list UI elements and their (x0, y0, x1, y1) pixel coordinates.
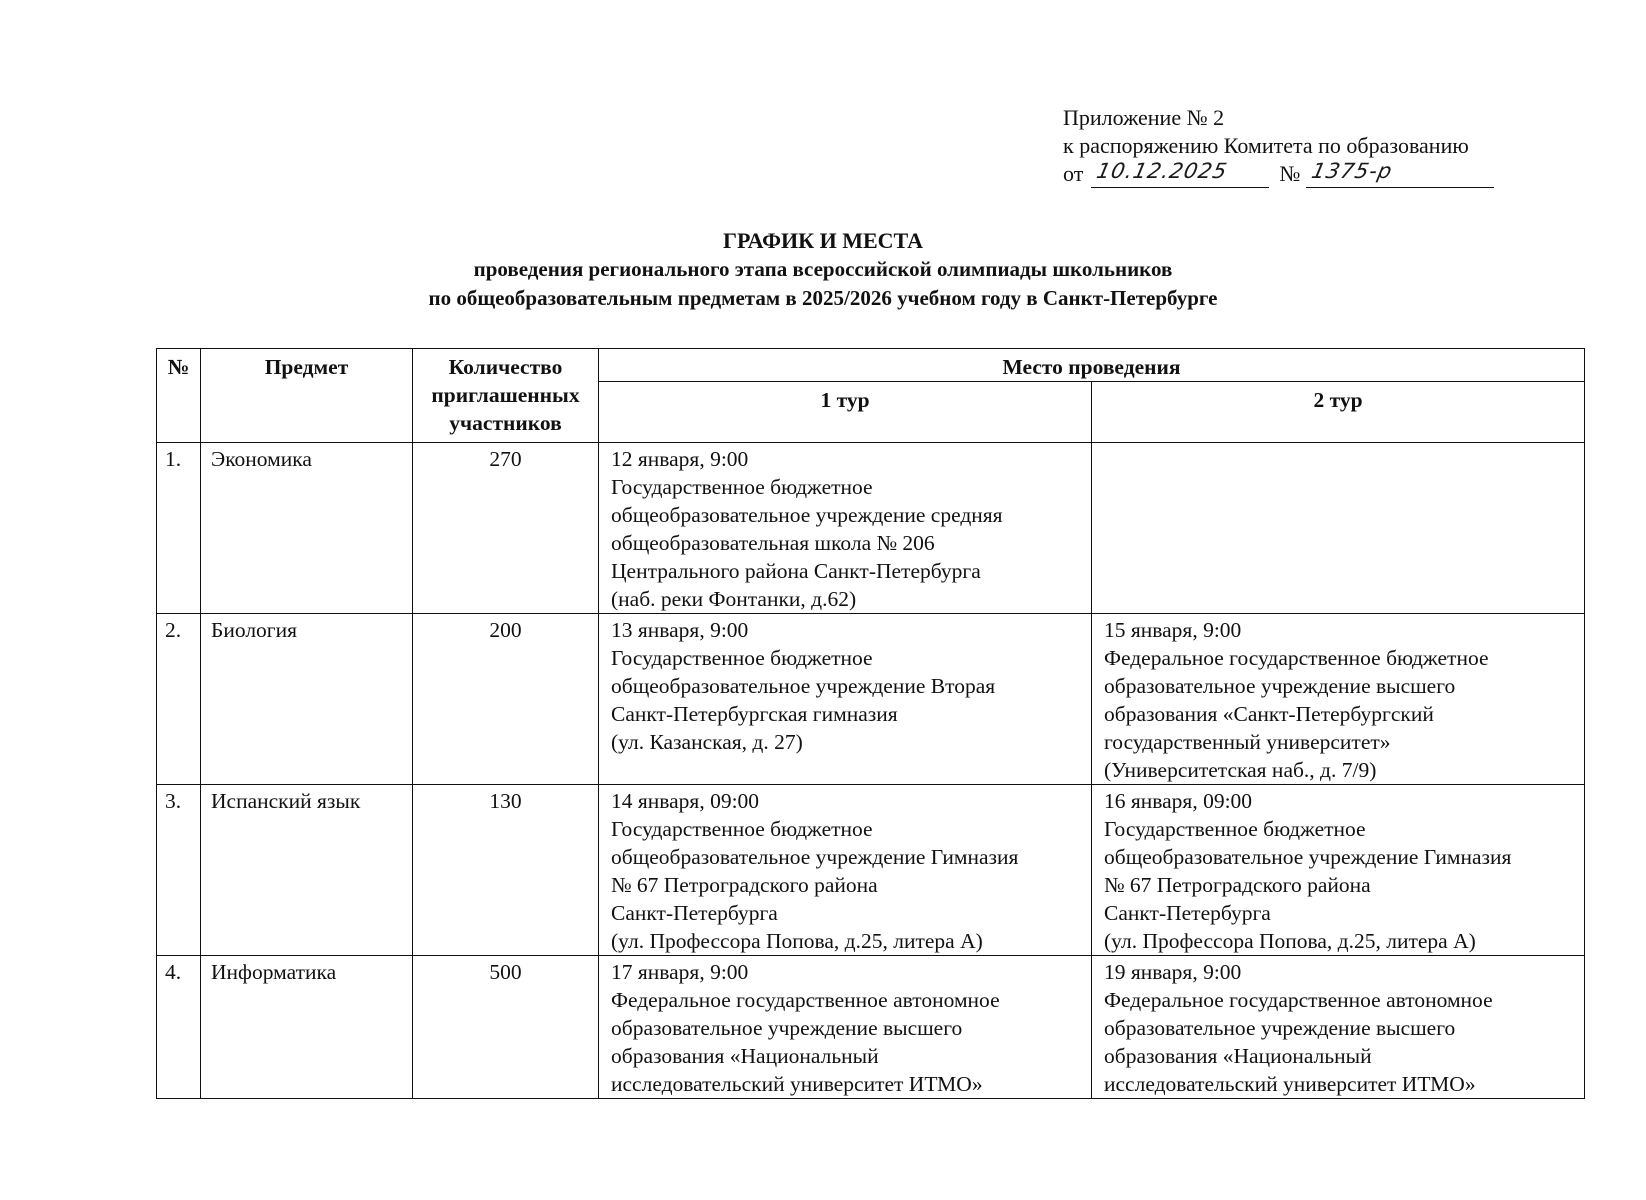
row-venue-round-1 (599, 614, 1092, 785)
venue-line: общеобразовательное учреждение Гимназия (611, 845, 1019, 869)
row-number: 4. (157, 956, 201, 1099)
header-round-1: 1 тур (599, 382, 1092, 443)
venue-line: исследовательский университет ИТМО» (1104, 1072, 1476, 1096)
row-venue-round-2 (1092, 614, 1585, 785)
table-row (157, 614, 1585, 785)
row-participant-count: 270 (413, 443, 599, 614)
venue-line: 12 января, 9:00 (611, 447, 749, 471)
row-number: 1. (157, 443, 201, 614)
table-row (157, 956, 1585, 1099)
venue-line: Государственное бюджетное (611, 817, 873, 841)
venue-line: (ул. Профессора Попова, д.25, литера А) (611, 929, 983, 953)
appendix-order-row (1063, 160, 1533, 188)
table-row (157, 443, 1585, 614)
title-line-1: ГРАФИК И МЕСТА (723, 228, 923, 253)
venue-line: образовательное учреждение высшего (1104, 674, 1456, 698)
header-round-2: 2 тур (1092, 382, 1585, 443)
title-line-3: по общеобразовательным предметам в 2025/2026 учебном году в Санкт-Петербурге (428, 286, 1218, 310)
from-label: от (1063, 161, 1084, 186)
row-venue-round-1 (599, 443, 1092, 614)
venue-line: образования «Национальный (1104, 1044, 1372, 1068)
venue-line: Санкт-Петербургская гимназия (611, 702, 898, 726)
row-participant-count: 130 (413, 785, 599, 956)
row-venue-round-1 (599, 785, 1092, 956)
number-label: № (1279, 161, 1301, 186)
handwritten-number: 1375-р (1309, 159, 1396, 183)
venue-line: Санкт-Петербурга (1104, 901, 1271, 925)
venue-line: 14 января, 09:00 (611, 789, 760, 813)
row-venue-round-2 (1092, 443, 1585, 614)
venue-line: (ул. Профессора Попова, д.25, литера А) (1104, 929, 1476, 953)
number-field (1306, 161, 1494, 188)
venue-line: (Университетская наб., д. 7/9) (1104, 758, 1377, 782)
date-field (1091, 161, 1269, 188)
venue-line: (наб. реки Фонтанки, д.62) (611, 587, 857, 611)
row-venue-round-2 (1092, 785, 1585, 956)
header-venue: Место проведения (599, 349, 1585, 382)
venue-line: образования «Национальный (611, 1044, 879, 1068)
row-subject: Биология (201, 614, 413, 785)
venue-line: общеобразовательное учреждение средняя (611, 503, 1003, 527)
venue-line: общеобразовательное учреждение Вторая (611, 674, 996, 698)
table-row (157, 785, 1585, 956)
schedule-table (156, 348, 1585, 1099)
row-participant-count: 200 (413, 614, 599, 785)
venue-line: 15 января, 9:00 (1104, 618, 1242, 642)
venue-line: № 67 Петроградского района (1104, 873, 1371, 897)
venue-line: общеобразовательное учреждение Гимназия (1104, 845, 1512, 869)
schedule-body (157, 443, 1585, 1099)
venue-line: исследовательский университет ИТМО» (611, 1072, 983, 1096)
venue-line: Федеральное государственное бюджетное (1104, 646, 1489, 670)
venue-line: образовательное учреждение высшего (1104, 1016, 1456, 1040)
row-venue-round-1 (599, 956, 1092, 1099)
venue-line: (ул. Казанская, д. 27) (611, 730, 803, 754)
venue-line: Государственное бюджетное (1104, 817, 1366, 841)
handwritten-date: 10.12.2025 (1094, 159, 1231, 183)
venue-line: Федеральное государственное автономное (611, 988, 1000, 1012)
header-count: Количество приглашенных участников (413, 349, 599, 443)
row-subject: Экономика (201, 443, 413, 614)
header-number: № (157, 349, 201, 443)
venue-line: Центрального района Санкт-Петербурга (611, 559, 981, 583)
venue-line: Федеральное государственное автономное (1104, 988, 1493, 1012)
venue-line: государственный университет» (1104, 730, 1391, 754)
venue-line: 19 января, 9:00 (1104, 960, 1242, 984)
venue-line: 17 января, 9:00 (611, 960, 749, 984)
document-title (0, 226, 1646, 313)
venue-line: Государственное бюджетное (611, 475, 873, 499)
row-subject: Информатика (201, 956, 413, 1099)
row-subject: Испанский язык (201, 785, 413, 956)
row-number: 2. (157, 614, 201, 785)
header-subject: Предмет (201, 349, 413, 443)
venue-line: общеобразовательная школа № 206 (611, 531, 935, 555)
venue-line: № 67 Петроградского района (611, 873, 878, 897)
venue-line: образования «Санкт-Петербургский (1104, 702, 1434, 726)
venue-line: Санкт-Петербурга (611, 901, 778, 925)
row-number: 3. (157, 785, 201, 956)
title-line-2: проведения регионального этапа всероссийской олимпиады школьников (473, 257, 1173, 281)
appendix-line-2: к распоряжению Комитета по образованию (1063, 133, 1469, 158)
appendix-header (1063, 104, 1533, 188)
row-participant-count: 500 (413, 956, 599, 1099)
venue-line: Государственное бюджетное (611, 646, 873, 670)
appendix-line-1: Приложение № 2 (1063, 105, 1225, 130)
row-venue-round-2 (1092, 956, 1585, 1099)
venue-line: 16 января, 09:00 (1104, 789, 1253, 813)
venue-line: образовательное учреждение высшего (611, 1016, 963, 1040)
venue-line: 13 января, 9:00 (611, 618, 749, 642)
